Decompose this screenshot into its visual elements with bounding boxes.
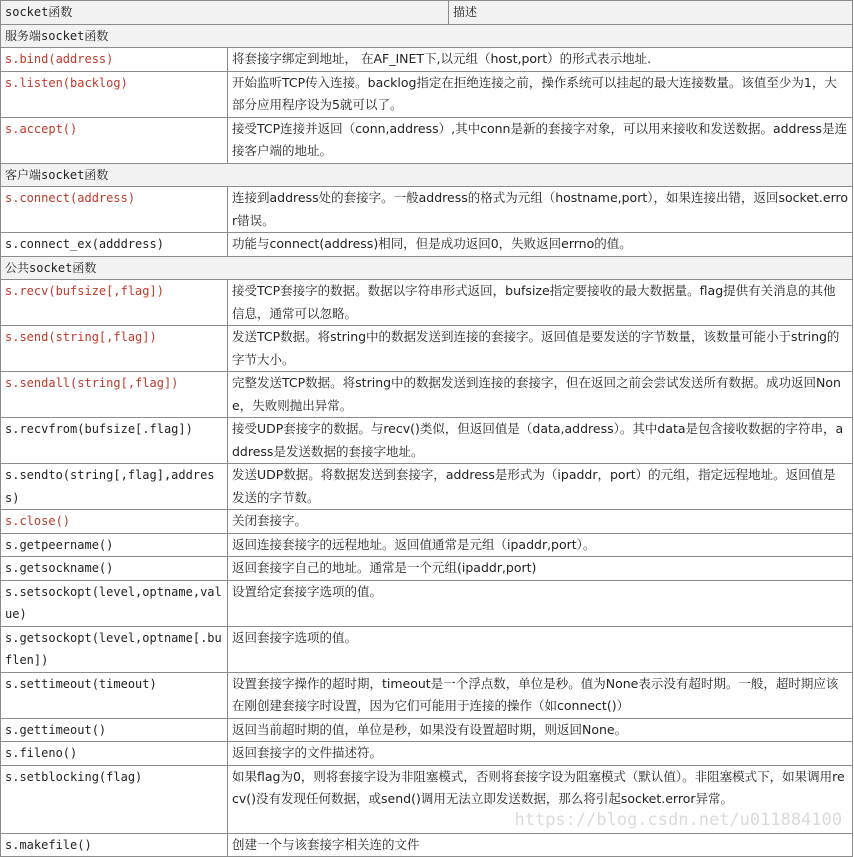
table-row <box>1 742 853 766</box>
description-cell: 返回套接字选项的值。 <box>228 626 853 672</box>
header-row <box>1 1 853 25</box>
function-name-cell: s.connect_ex(adddress) <box>1 233 228 257</box>
table-row <box>1 464 853 510</box>
description-cell: 发送TCP数据。将string中的数据发送到连接的套接字。返回值是要发送的字节数量，该数量可能小于string的字节大小。 <box>228 326 853 372</box>
description-cell: 接受TCP套接字的数据。数据以字符串形式返回，bufsize指定要接收的最大数据量。flag提供有关消息的其他信息，通常可以忽略。 <box>228 280 853 326</box>
function-name-cell: s.sendto(string[,flag],address) <box>1 464 228 510</box>
table-row <box>1 187 853 233</box>
table-row <box>1 510 853 534</box>
section-title: 服务端socket函数 <box>1 24 853 48</box>
section-row <box>1 163 853 187</box>
description-cell: 返回连接套接字的远程地址。返回值通常是元组（ipaddr,port）。 <box>228 533 853 557</box>
function-name-cell: s.settimeout(timeout) <box>1 672 228 718</box>
function-name-cell: s.close() <box>1 510 228 534</box>
function-name-cell: s.fileno() <box>1 742 228 766</box>
description-cell: 如果flag为0，则将套接字设为非阻塞模式，否则将套接字设为阻塞模式（默认值）。非阻塞模式下，如果调用recv()没有发现任何数据，或send()调用无法立即发送数据，那么将引起socket.error异常。 <box>228 765 853 833</box>
function-name-cell: s.setsockopt(level,optname,value) <box>1 580 228 626</box>
table-row <box>1 233 853 257</box>
description-cell: 接受UDP套接字的数据。与recv()类似，但返回值是（data,address）。其中data是包含接收数据的字符串，address是发送数据的套接字地址。 <box>228 418 853 464</box>
function-name-cell: s.setblocking(flag) <box>1 765 228 833</box>
description-cell: 返回套接字的文件描述符。 <box>228 742 853 766</box>
description-cell: 将套接字绑定到地址， 在AF_INET下,以元组（host,port）的形式表示地址. <box>228 48 853 72</box>
table-row <box>1 117 853 163</box>
section-row <box>1 256 853 280</box>
table-row <box>1 718 853 742</box>
function-name-cell: s.bind(address) <box>1 48 228 72</box>
description-cell: 设置套接字操作的超时期，timeout是一个浮点数，单位是秒。值为None表示没有超时期。一般，超时期应该在刚创建套接字时设置，因为它们可能用于连接的操作（如connect()） <box>228 672 853 718</box>
description-cell: 开始监听TCP传入连接。backlog指定在拒绝连接之前，操作系统可以挂起的最大连接数量。该值至少为1，大部分应用程序设为5就可以了。 <box>228 71 853 117</box>
table-row <box>1 326 853 372</box>
description-cell: 返回当前超时期的值，单位是秒，如果没有设置超时期，则返回None。 <box>228 718 853 742</box>
function-name-cell: s.send(string[,flag]) <box>1 326 228 372</box>
table-row <box>1 626 853 672</box>
function-name-cell: s.recvfrom(bufsize[.flag]) <box>1 418 228 464</box>
function-name-cell: s.getsockname() <box>1 557 228 581</box>
description-cell: 返回套接字自己的地址。通常是一个元组(ipaddr,port) <box>228 557 853 581</box>
description-cell: 创建一个与该套接字相关连的文件 <box>228 833 853 857</box>
watermark-url: https://blog.csdn.net/u011884100 <box>514 810 842 830</box>
description-cell: 完整发送TCP数据。将string中的数据发送到连接的套接字，但在返回之前会尝试发送所有数据。成功返回None，失败则抛出异常。 <box>228 372 853 418</box>
table-row <box>1 765 853 833</box>
table-row <box>1 372 853 418</box>
header-description-cell: 描述 <box>449 1 853 25</box>
section-row <box>1 24 853 48</box>
table-row <box>1 48 853 72</box>
function-name-cell: s.sendall(string[,flag]) <box>1 372 228 418</box>
table-row <box>1 71 853 117</box>
function-name-cell: s.makefile() <box>1 833 228 857</box>
description-cell: 接受TCP连接并返回（conn,address）,其中conn是新的套接字对象，可以用来接收和发送数据。address是连接客户端的地址。 <box>228 117 853 163</box>
section-title: 客户端socket函数 <box>1 163 853 187</box>
description-cell: 关闭套接字。 <box>228 510 853 534</box>
description-cell: 连接到address处的套接字。一般address的格式为元组（hostname,port），如果连接出错，返回socket.error错误。 <box>228 187 853 233</box>
function-name-cell: s.getpeername() <box>1 533 228 557</box>
table-body <box>1 1 853 857</box>
description-cell: 发送UDP数据。将数据发送到套接字，address是形式为（ipaddr，port）的元组，指定远程地址。返回值是发送的字节数。 <box>228 464 853 510</box>
table-row <box>1 418 853 464</box>
function-name-cell: s.recv(bufsize[,flag]) <box>1 280 228 326</box>
function-name-cell: s.gettimeout() <box>1 718 228 742</box>
table-row <box>1 557 853 581</box>
table-row <box>1 672 853 718</box>
table-row <box>1 533 853 557</box>
table-row <box>1 580 853 626</box>
header-function-cell: socket函数 <box>1 1 449 25</box>
function-name-cell: s.listen(backlog) <box>1 71 228 117</box>
table-row <box>1 833 853 857</box>
function-name-cell: s.connect(address) <box>1 187 228 233</box>
table-row <box>1 280 853 326</box>
function-name-cell: s.accept() <box>1 117 228 163</box>
function-name-cell: s.getsockopt(level,optname[.buflen]) <box>1 626 228 672</box>
description-cell: 设置给定套接字选项的值。 <box>228 580 853 626</box>
description-cell: 功能与connect(address)相同，但是成功返回0，失败返回errno的值。 <box>228 233 853 257</box>
section-title: 公共socket函数 <box>1 256 853 280</box>
